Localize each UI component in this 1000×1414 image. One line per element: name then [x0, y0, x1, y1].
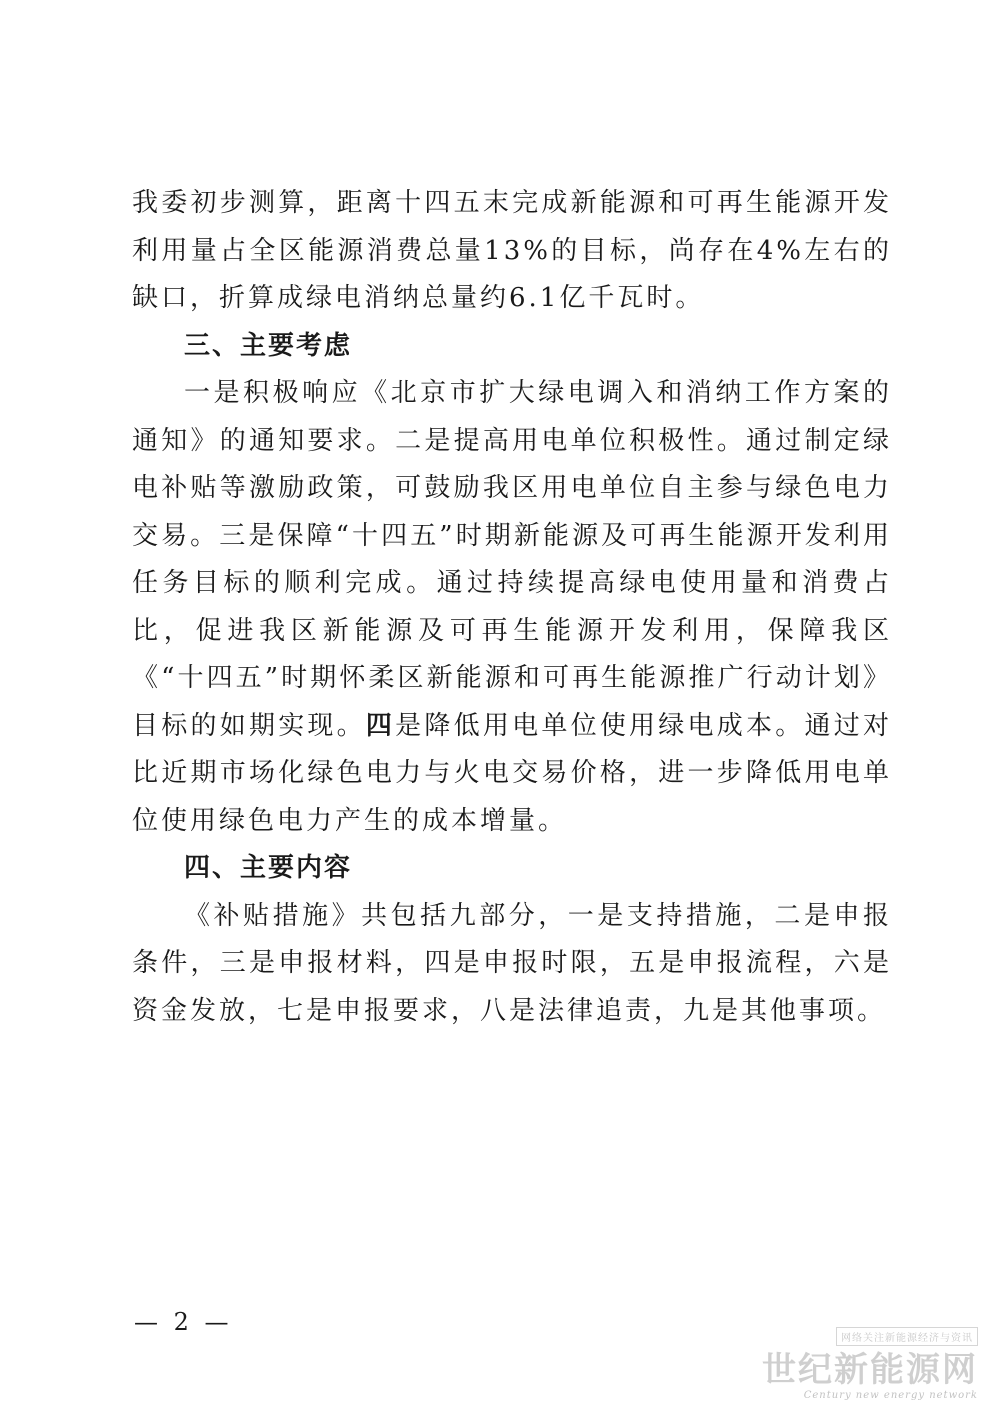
section-heading-considerations: 三、主要考虑 — [184, 330, 353, 361]
document-body — [132, 180, 892, 1035]
intro-paragraph: 我委初步测算，距离十四五末完成新能源和可再生能源开发利用量占全区能源消费总量13%的目标，尚存在4%左右的缺口，折算成绿电消纳总量约6.1亿千瓦时。 — [132, 188, 892, 313]
considerations-text-part2: 是降低用电单位使用绿电成本。通过对比近期市场化绿色电力与火电交易价格，进一步降低用电单位使用绿色电力产生的成本增量。 — [132, 710, 892, 836]
considerations-paragraph — [132, 370, 892, 845]
watermark-tagline: 网络关注新能源经济与资讯 — [836, 1327, 978, 1346]
watermark-logo — [753, 1326, 978, 1406]
watermark-subtitle: Century new energy network — [803, 1390, 978, 1401]
considerations-bold-four: 四 — [365, 710, 396, 741]
contents-paragraph: 《补贴措施》共包括九部分，一是支持措施，二是申报条件，三是申报材料，四是申报时限，五是申报流程，六是资金发放，七是申报要求，八是法律追责，九是其他事项。 — [132, 900, 892, 1026]
watermark-logo-text: 世纪新能源网 — [762, 1350, 978, 1390]
considerations-text-part1: 一是积极响应《北京市扩大绿电调入和消纳工作方案的通知》的通知要求。二是提高用电单位积极性。通过制定绿电补贴等激励政策，可鼓励我区用电单位自主参与绿色电力交易。三是保障“十四五”时期新能源及可再生能源开发利用任务目标的顺利完成。通过持续提高绿电使用量和消费占比，促进我区新能源及可再生能源开发利用，保障我区《“十四五”时期怀柔区新能源和可再生能源推广行动计划》目标的如期实现。 — [132, 378, 892, 741]
page-number: — 2 — — [134, 1308, 233, 1336]
section-heading-contents: 四、主要内容 — [184, 853, 353, 883]
